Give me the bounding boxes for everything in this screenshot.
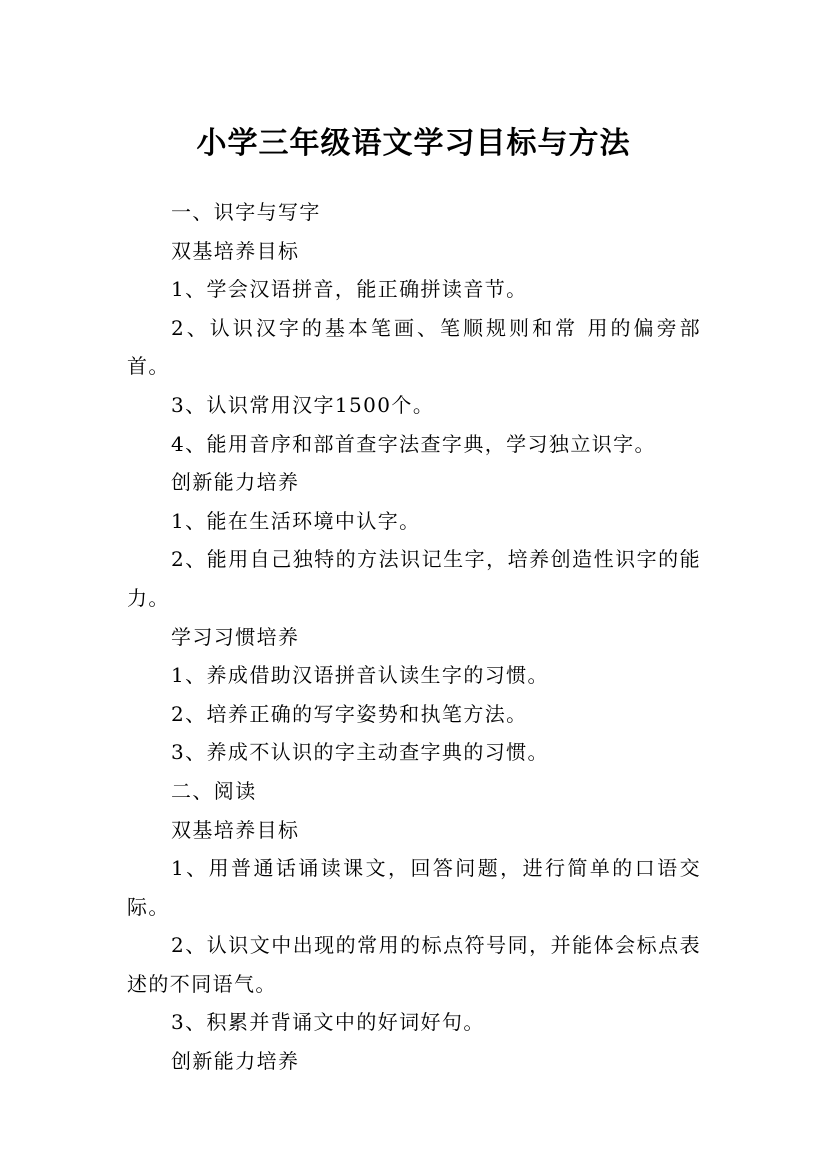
paragraph: 3、养成不认识的字主动查字典的习惯。: [171, 740, 549, 765]
subheading-basic-goals: 双基培养目标: [171, 238, 300, 263]
section-heading-reading: 二、阅读: [171, 778, 257, 803]
paragraph: 2、认识文中出现的常用的标点符号同，并能体会标点表述的不同语气。: [127, 933, 701, 996]
paragraph: 3、积累并背诵文中的好词好句。: [171, 1010, 485, 1035]
subheading-study-habits: 学习习惯培养: [171, 624, 300, 649]
document-title: 小学三年级语文学习目标与方法: [196, 126, 631, 162]
paragraph: 1、用普通话诵读课文，回答问题，进行简单的口语交际。: [127, 856, 701, 919]
subheading-innovation: 创新能力培养: [171, 1049, 300, 1074]
section-heading-literacy-writing: 一、识字与写字: [171, 200, 321, 224]
paragraph: 1、养成借助汉语拼音认读生字的习惯。: [171, 663, 549, 688]
paragraph: 3、认识常用汉字1500个。: [171, 392, 435, 417]
paragraph: 1、学会汉语拼音，能正确拼读音节。: [171, 277, 528, 302]
paragraph: 2、认识汉字的基本笔画、笔顺规则和常 用的偏旁部首。: [127, 315, 701, 379]
subheading-innovation: 创新能力培养: [171, 470, 300, 495]
subheading-basic-goals: 双基培养目标: [171, 817, 300, 842]
paragraph: 4、能用音序和部首查字法查字典，学习独立识字。: [171, 431, 656, 456]
paragraph: 1、能在生活环境中认字。: [171, 508, 421, 533]
paragraph: 2、培养正确的写字姿势和执笔方法。: [171, 701, 528, 726]
paragraph: 2、能用自己独特的方法识记生字，培养创造性识字的能力。: [127, 547, 701, 610]
document-body: [127, 193, 701, 1081]
